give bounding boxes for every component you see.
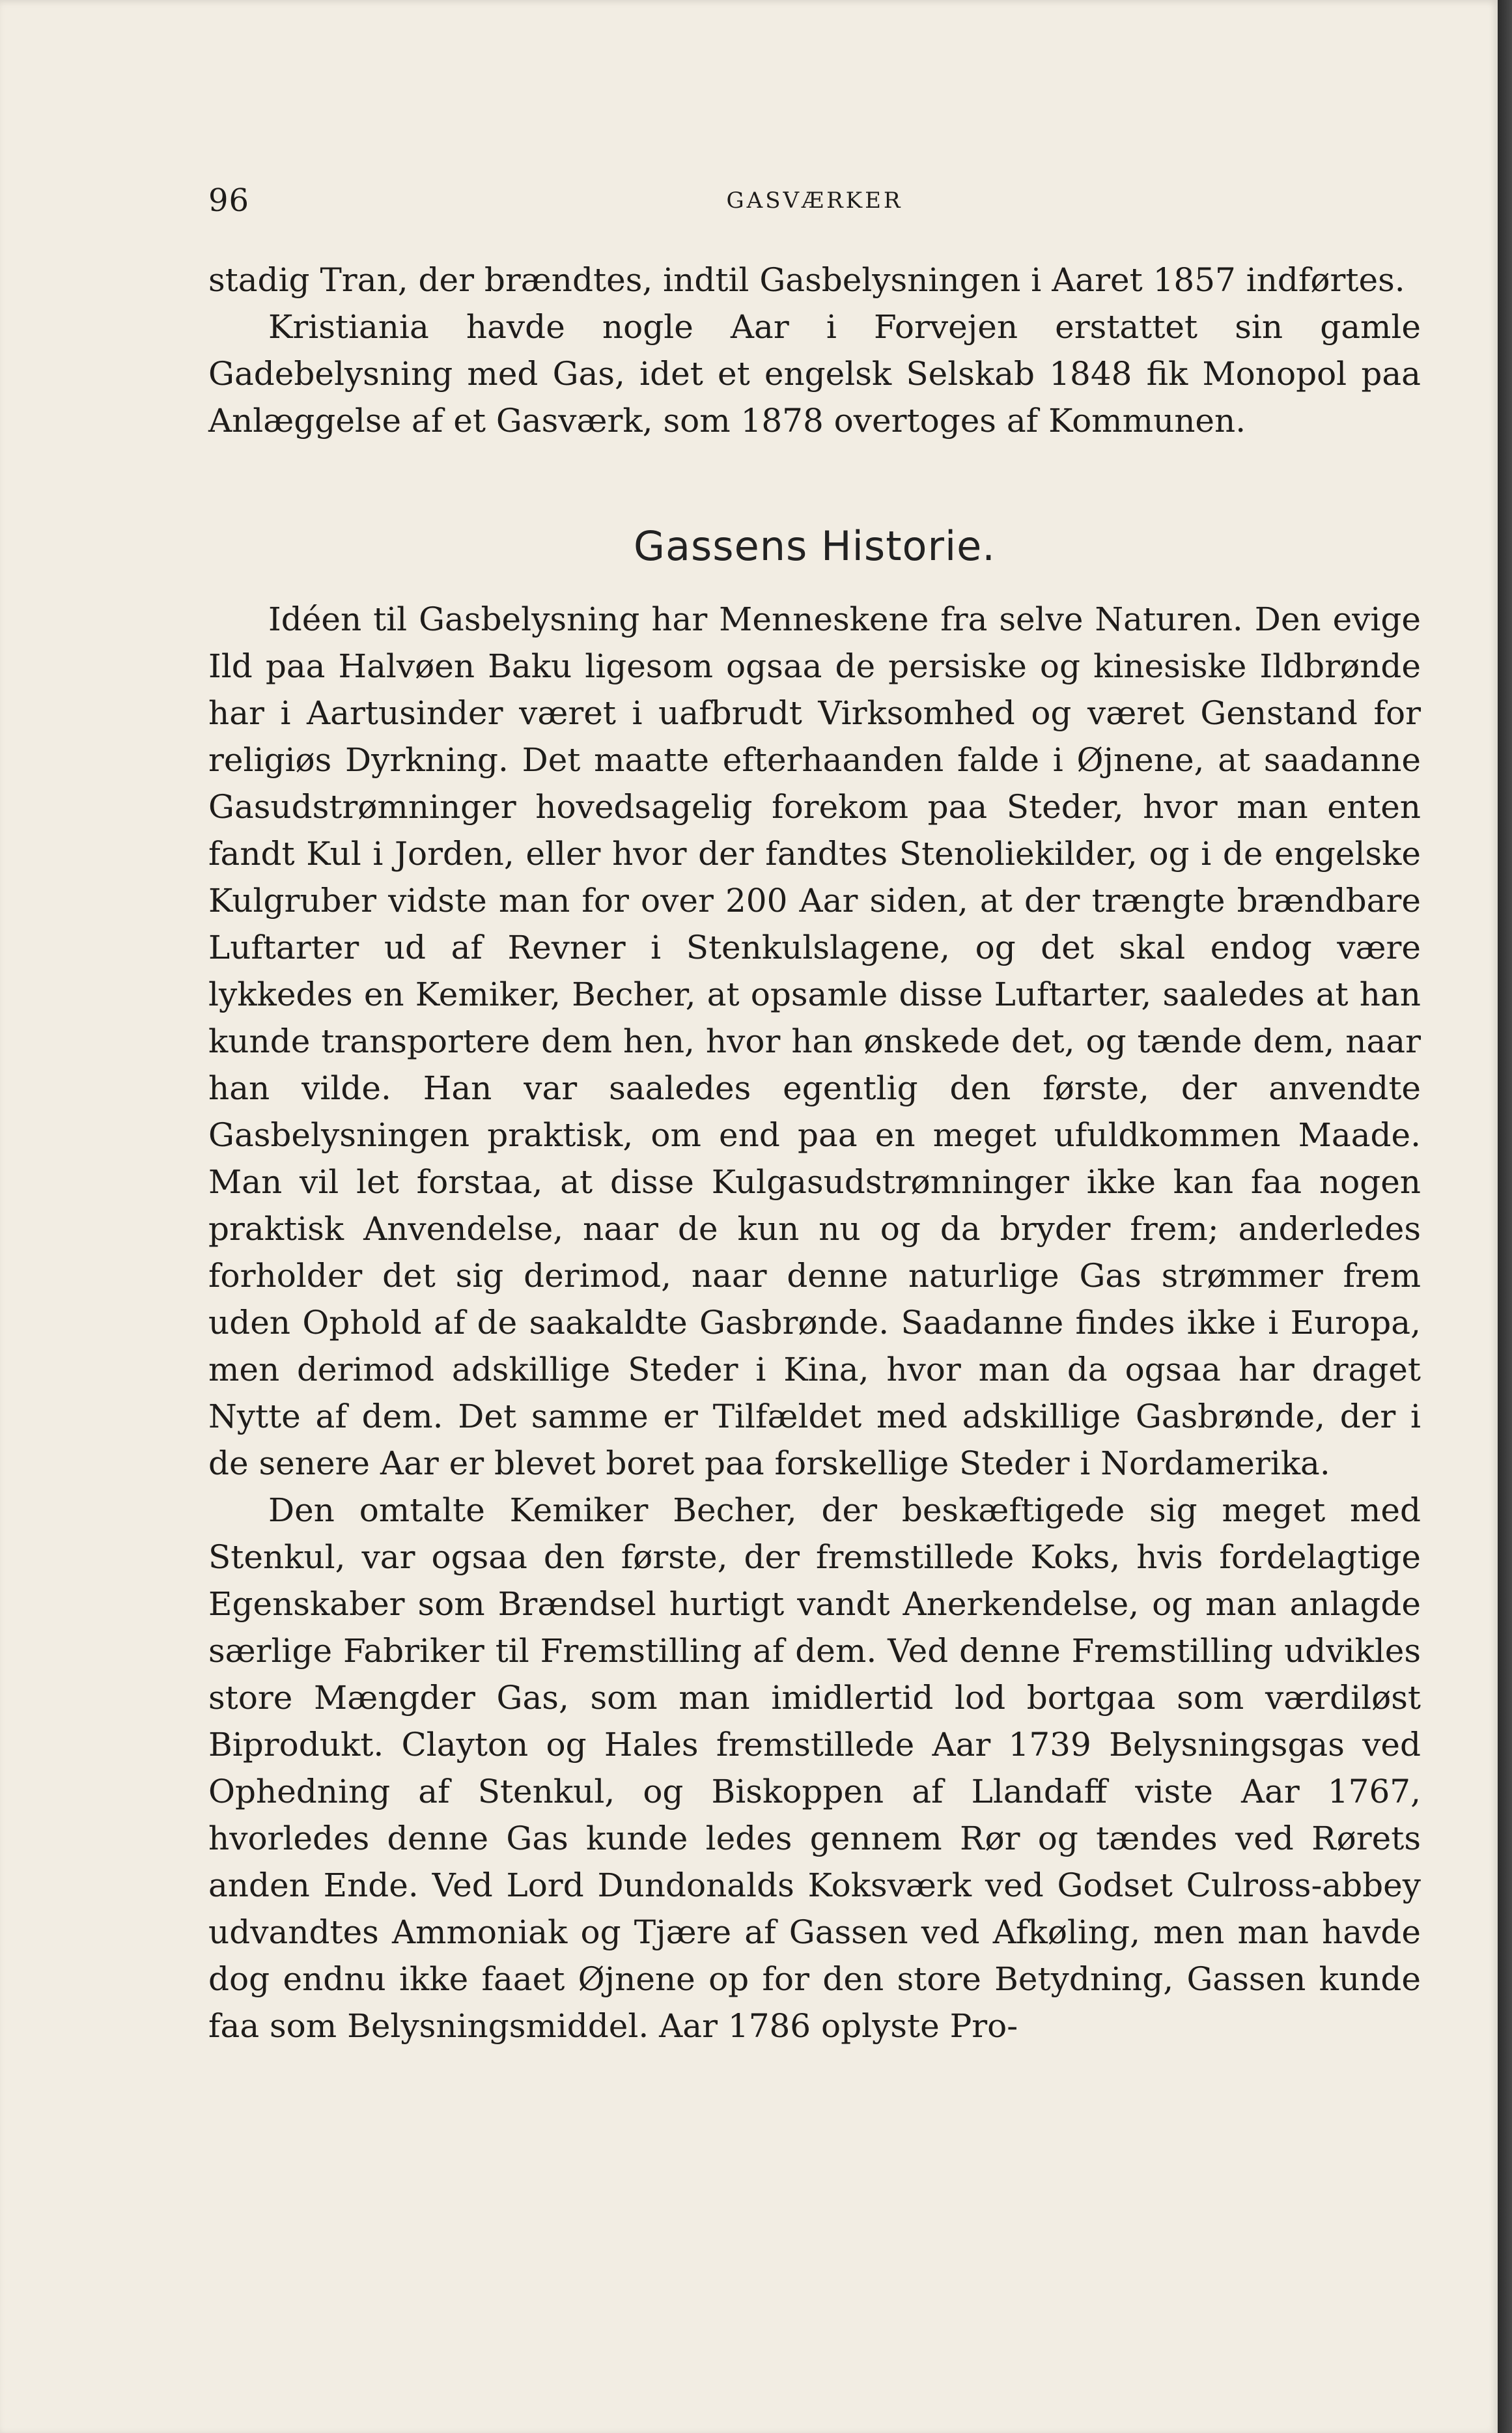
section-heading: Gassens Historie. — [633, 522, 996, 570]
page-number: 96 — [208, 182, 250, 219]
intro-paragraph-2: Kristiania havde nogle Aar i Forvejen erstattet sin gamle Gadebelysning med Gas, idet et engelsk Selskab 1848 fik Monopol paa Anlæggelse af et Gasværk, som 1878 overtoges af Kommunen. — [208, 308, 1421, 440]
intro-text — [208, 257, 1421, 444]
running-title: GASVÆRKER — [726, 188, 903, 214]
section-paragraph-1: Idéen til Gasbelysning har Menneskene fra selve Naturen. Den evige Ild paa Halvøen Baku ligesom ogsaa de persiske og kinesiske Ildbrønde har i Aartusinder været i uafbrudt Virksomhed og været Genstand for religiøs Dyrkning. Det maatte efterhaanden falde i Øjnene, at saadanne Gasudstrømninger hovedsagelig forekom paa Steder, hvor man enten fandt Kul i Jorden, eller hvor der fandtes Stenoliekilder, og i de engelske Kulgruber vidste man for over 200 Aar siden, at der trængte brændbare Luftarter ud af Revner i Stenkulslagene, og det skal endog være lykkedes en Kemiker, Becher, at opsamle disse Luftarter, saaledes at han kunde transportere dem hen, hvor han ønskede det, og tænde dem, naar han vilde. Han var saaledes egentlig den første, der anvendte Gasbelysningen praktisk, om end paa en meget ufuldkommen Maade. Man vil let forstaa, at disse Kulgasudstrømninger ikke kan faa nogen praktisk Anvendelse, naar de kun nu og da bryder frem; anderledes forholder det sig derimod, naar denne naturlige Gas strømmer frem uden Ophold af de saakaldte Gasbrønde. Saadanne findes ikke i Europa, men derimod adskillige Steder i Kina, hvor man da ogsaa har draget Nytte af dem. Det samme er Tilfældet med adskillige Gasbrønde, der i de senere Aar er blevet boret paa forskellige Steder i Nordamerika. — [208, 600, 1421, 1482]
intro-paragraph-1: stadig Tran, der brændtes, indtil Gasbelysningen i Aaret 1857 indførtes. — [208, 261, 1405, 299]
text-block — [208, 169, 1421, 2049]
section-text — [208, 596, 1421, 2049]
page-edge-shadow — [1498, 0, 1512, 2433]
running-head — [208, 169, 1421, 219]
section-paragraph-2: Den omtalte Kemiker Becher, der beskæftigede sig meget med Stenkul, var ogsaa den første, der fremstillede Koks, hvis fordelagtige Egenskaber som Brændsel hurtigt vandt Anerkendelse, og man anlagde særlige Fabriker til Fremstilling af dem. Ved denne Fremstilling udvikles store Mængder Gas, som man imidlertid lod bortgaa som værdiløst Biprodukt. Clayton og Hales fremstillede Aar 1739 Belysningsgas ved Ophedning af Stenkul, og Biskoppen af Llandaff viste Aar 1767, hvorledes denne Gas kunde ledes gennem Rør og tændes ved Rørets anden Ende. Ved Lord Dundonalds Koksværk ved Godset Culross-abbey udvandtes Ammoniak og Tjære af Gassen ved Afkøling, men man havde dog endnu ikke faaet Øjnene op for den store Betydning, Gassen kunde faa som Belysningsmiddel. Aar 1786 oplyste Pro- — [208, 1491, 1421, 2045]
